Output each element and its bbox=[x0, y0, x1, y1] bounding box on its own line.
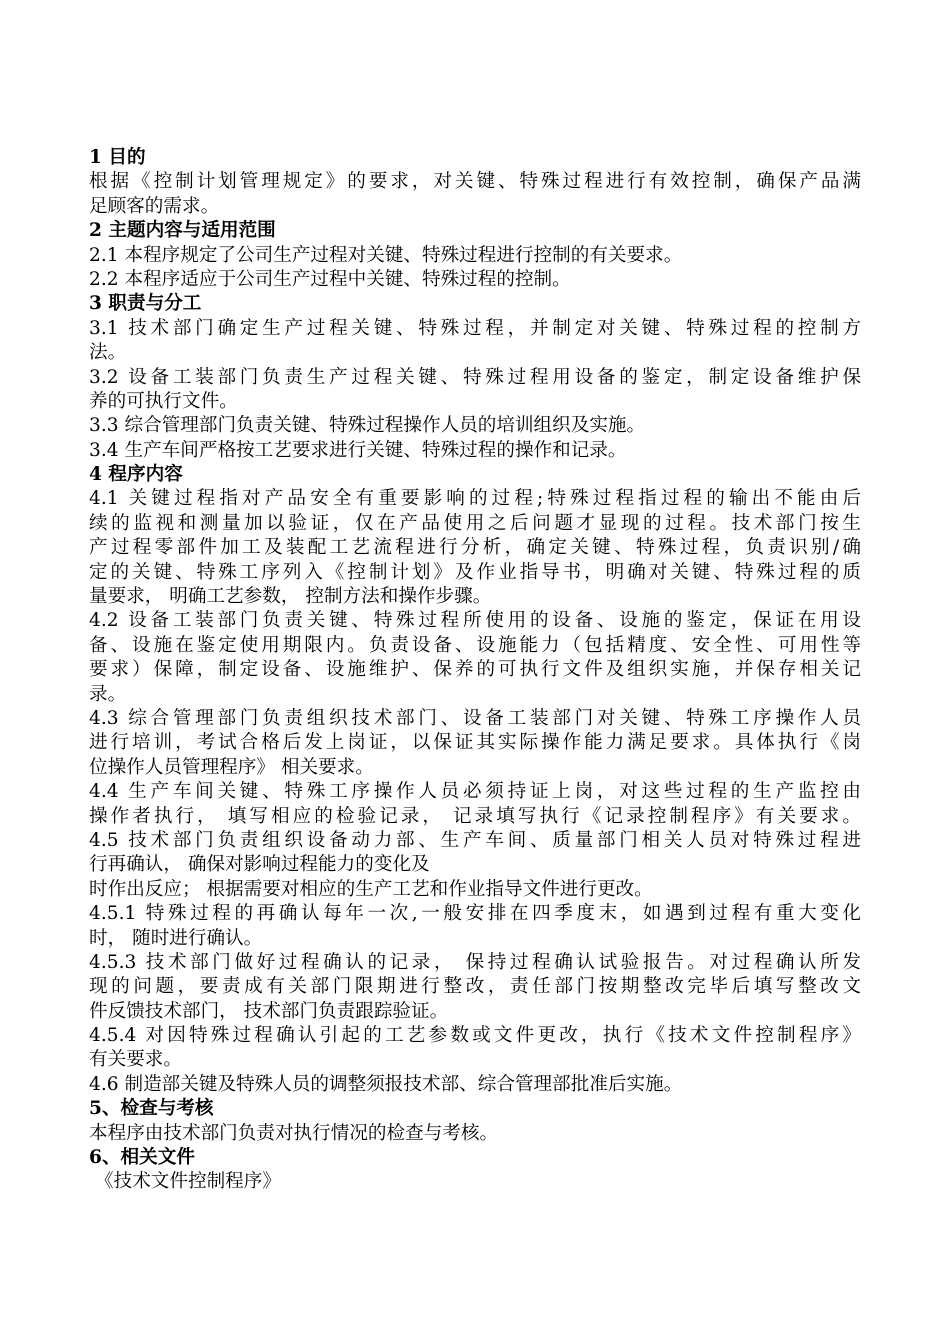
text-line: 3.4 生产车间严格按工艺要求进行关键、特殊过程的操作和记录。 bbox=[89, 439, 627, 461]
text-line: 4.4 生产车间关键、特殊工序操作人员必须持证上岗，对这些过程的生产监控由 bbox=[89, 781, 861, 803]
text-line: 有关要求。 bbox=[89, 1049, 182, 1071]
text-line: 4.6 制造部关键及特殊人员的调整须报技术部、综合管理部批准后实施。 bbox=[89, 1073, 683, 1095]
text-line: 4.3 综合管理部门负责组织技术部门、设备工装部门对关键、特殊工序操作人员 bbox=[89, 707, 861, 729]
text-line: 产过程零部件加工及装配工艺流程进行分析，确定关键、特殊过程，负责识别/确 bbox=[89, 537, 861, 559]
text-line: 续的监视和测量加以验证，仅在产品使用之后问题才显现的过程。技术部门按生 bbox=[89, 512, 861, 534]
text-line: 备、设施在鉴定使用期限内。负责设备、设施能力（包括精度、安全性、可用性等 bbox=[89, 634, 861, 656]
text-line: 要求）保障，制定设备、设施维护、保养的可执行文件及组织实施，并保存相关记 bbox=[89, 659, 861, 681]
document-body bbox=[89, 146, 861, 1195]
text-line: 3.3 综合管理部门负责关键、特殊过程操作人员的培训组织及实施。 bbox=[89, 415, 646, 437]
text-line: 时作出反应； 根据需要对相应的生产工艺和作业指导文件进行更改。 bbox=[89, 878, 653, 900]
text-line: 行再确认， 确保对影响过程能力的变化及 bbox=[89, 854, 430, 876]
text-line: 件反馈技术部门， 技术部门负责跟踪验证。 bbox=[89, 1000, 449, 1022]
text-line: 《技术文件控制程序》 bbox=[95, 1171, 281, 1193]
text-line: 操作者执行， 填写相应的检验记录， 记录填写执行《记录控制程序》有关要求。 bbox=[89, 805, 861, 827]
section-heading: 3 职责与分工 bbox=[89, 293, 202, 315]
text-line: 4.5.3 技术部门做好过程确认的记录， 保持过程确认试验报告。对过程确认所发 bbox=[89, 951, 861, 973]
section-heading: 5、检查与考核 bbox=[89, 1098, 214, 1120]
section-heading: 4 程序内容 bbox=[89, 464, 183, 486]
text-line: 法。 bbox=[89, 342, 127, 364]
section-heading: 2 主题内容与适用范围 bbox=[89, 220, 276, 242]
document-text bbox=[89, 146, 861, 1195]
text-line: 4.2 设备工装部门负责关键、特殊过程所使用的设备、设施的鉴定，保证在用设 bbox=[89, 610, 861, 632]
text-line: 2.2 本程序适应于公司生产过程中关键、特殊过程的控制。 bbox=[89, 268, 571, 290]
text-line: 根据《控制计划管理规定》的要求，对关键、特殊过程进行有效控制，确保产品满 bbox=[89, 171, 861, 193]
text-line: 养的可执行文件。 bbox=[89, 390, 238, 412]
text-line: 本程序由技术部门负责对执行情况的检查与考核。 bbox=[89, 1122, 499, 1144]
text-line: 量要求， 明确工艺参数， 控制方法和操作步骤。 bbox=[89, 586, 492, 608]
text-line: 4.5 技术部门负责组织设备动力部、生产车间、质量部门相关人员对特殊过程进 bbox=[89, 829, 861, 851]
section-heading: 1 目的 bbox=[89, 147, 146, 168]
text-line: 3.2 设备工装部门负责生产过程关键、特殊过程用设备的鉴定，制定设备维护保 bbox=[89, 366, 861, 388]
text-line: 2.1 本程序规定了公司生产过程对关键、特殊过程进行控制的有关要求。 bbox=[89, 244, 683, 266]
section-heading: 6、相关文件 bbox=[89, 1147, 195, 1169]
text-line: 时， 随时进行确认。 bbox=[89, 927, 263, 949]
text-line: 4.1 关键过程指对产品安全有重要影响的过程;特殊过程指过程的输出不能由后 bbox=[89, 488, 861, 510]
text-line: 现的问题，要责成有关部门限期进行整改，责任部门按期整改完毕后填写整改文 bbox=[89, 976, 861, 998]
text-line: 足顾客的需求。 bbox=[89, 195, 220, 217]
text-line: 位操作人员管理程序》 相关要求。 bbox=[89, 756, 374, 778]
text-line: 定的关键、特殊工序列入《控制计划》及作业指导书，明确对关键、特殊过程的质 bbox=[89, 561, 861, 583]
text-line: 进行培训，考试合格后发上岗证，以保证其实际操作能力满足要求。具体执行《岗 bbox=[89, 732, 861, 754]
text-line: 4.5.4 对因特殊过程确认引起的工艺参数或文件更改，执行《技术文件控制程序》 bbox=[89, 1025, 861, 1047]
text-line: 4.5.1 特殊过程的再确认每年一次,一般安排在四季度末，如遇到过程有重大变化 bbox=[89, 903, 861, 925]
text-line: 录。 bbox=[89, 683, 127, 705]
text-line: 3.1 技术部门确定生产过程关键、特殊过程，并制定对关键、特殊过程的控制方 bbox=[89, 317, 861, 339]
